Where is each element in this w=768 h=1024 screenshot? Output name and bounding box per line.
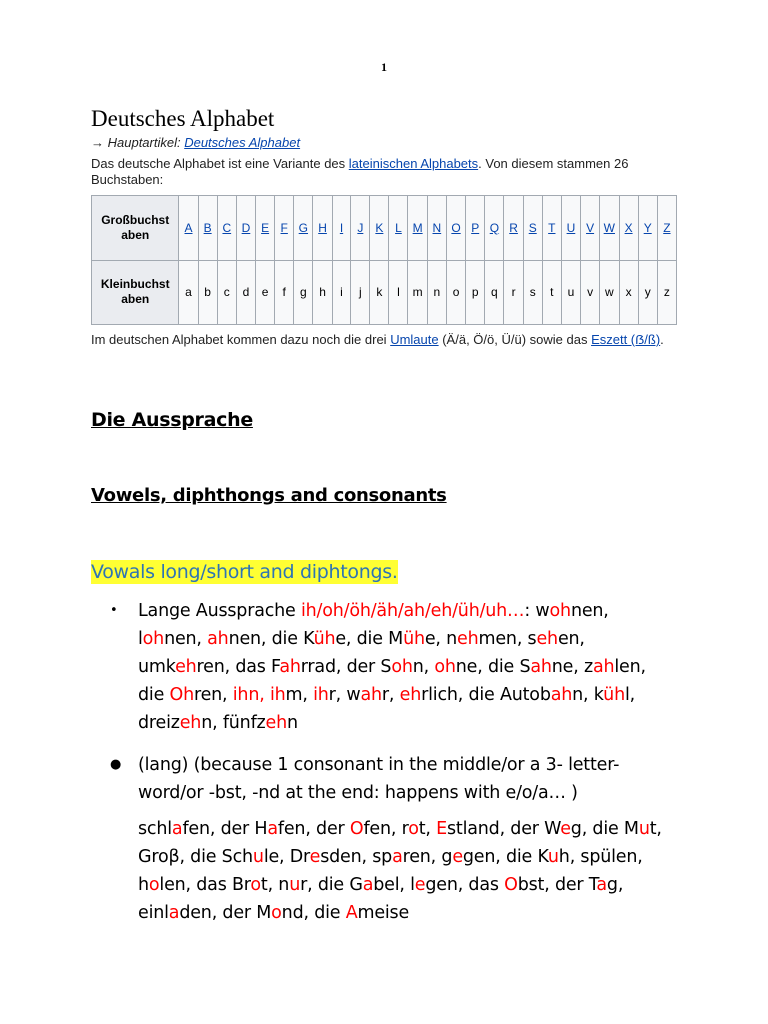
- letter-link[interactable]: F: [280, 220, 288, 235]
- eszett-link[interactable]: Eszett (ẞ/ß): [591, 332, 661, 347]
- letter-link[interactable]: H: [318, 220, 327, 235]
- hauptartikel-line: [91, 135, 300, 150]
- text-segment: e, n: [424, 629, 458, 649]
- text-segment: ne, die S: [455, 657, 531, 677]
- text-segment: Lange Aussprache: [138, 601, 301, 621]
- highlighted-letters: eh: [175, 657, 197, 677]
- text-segment: g, die M: [570, 819, 639, 839]
- lowercase-letter: x: [619, 260, 638, 325]
- lowercase-letter: i: [332, 260, 351, 325]
- uppercase-letter-link[interactable]: [332, 196, 351, 261]
- lowercase-letter: n: [427, 260, 446, 325]
- uppercase-letter-link[interactable]: [236, 196, 255, 261]
- letter-link[interactable]: Y: [643, 220, 652, 235]
- text-segment: len, die: [138, 657, 646, 705]
- text-segment: nd, die: [281, 903, 346, 923]
- highlighted-letters: u: [252, 847, 264, 867]
- highlighted-letters: u: [638, 819, 650, 839]
- text-segment: len, das Br: [159, 875, 251, 895]
- letter-link[interactable]: L: [395, 220, 402, 235]
- letter-link[interactable]: C: [222, 220, 232, 235]
- letter-link[interactable]: D: [241, 220, 251, 235]
- lowercase-letter: u: [561, 260, 580, 325]
- lowercase-letter: t: [542, 260, 561, 325]
- text-segment: stland, der W: [447, 819, 561, 839]
- uppercase-letter-link[interactable]: [446, 196, 465, 261]
- highlighted-letters: eh: [265, 713, 287, 733]
- text-segment: l, dreiz: [138, 685, 635, 733]
- highlighted-letters: a: [596, 875, 607, 895]
- letter-link[interactable]: Z: [663, 220, 671, 235]
- highlighted-letters: ah: [592, 657, 615, 677]
- highlighted-letters: oh: [434, 657, 456, 677]
- text-segment: rlich, die Autob: [421, 685, 551, 705]
- text-segment: ren, g: [402, 847, 453, 867]
- lowercase-letter: a: [179, 260, 198, 325]
- highlighted-letters: o: [271, 903, 282, 923]
- example-words-paragraph: [138, 815, 698, 927]
- text-segment: r,: [381, 685, 400, 705]
- lowercase-letter: k: [370, 260, 389, 325]
- lowercase-letter: q: [485, 260, 504, 325]
- lowercase-letter: l: [389, 260, 408, 325]
- bullet-long-rule: [110, 751, 670, 807]
- lowercase-letter: d: [236, 260, 255, 325]
- highlighted-letters: e: [414, 875, 426, 895]
- highlighted-letters: n,: [248, 685, 270, 705]
- highlighted-letters: a: [392, 847, 403, 867]
- lowercase-letter: s: [523, 260, 542, 325]
- letter-link[interactable]: T: [548, 220, 556, 235]
- text-segment: den, der M: [179, 903, 272, 923]
- text-segment: rrad, der S: [300, 657, 392, 677]
- lowercase-letter: w: [600, 260, 619, 325]
- text-segment: sden, sp: [320, 847, 393, 867]
- letter-link[interactable]: E: [261, 220, 270, 235]
- highlighted-letters: e: [560, 819, 571, 839]
- highlighted-subheading: Vowals long/short and diphtongs.: [91, 561, 398, 583]
- highlighted-letters: a: [168, 903, 180, 923]
- lowercase-letter: y: [638, 260, 657, 325]
- highlighted-letters: u: [289, 875, 301, 895]
- highlighted-letters: üh: [603, 685, 625, 705]
- highlighted-letters: üh: [403, 629, 425, 649]
- text-segment: ne, z: [551, 657, 593, 677]
- uppercase-letter-link[interactable]: [408, 196, 427, 261]
- text-segment: nen, l: [138, 601, 609, 649]
- uppercase-letter-link[interactable]: [256, 196, 275, 261]
- text-segment: nen, die K: [228, 629, 314, 649]
- bullet-dot: •: [110, 603, 118, 618]
- highlighted-letters: ih/oh/öh/äh/ah/eh/üh/uh…: [300, 601, 525, 621]
- highlighted-letters: O: [504, 875, 518, 895]
- highlighted-letters: o: [148, 875, 160, 895]
- lowercase-letter: o: [446, 260, 465, 325]
- letter-link[interactable]: N: [432, 220, 442, 235]
- text-segment: e, die M: [335, 629, 404, 649]
- lateinisches-alphabet-link[interactable]: lateinischen Alphabets: [348, 156, 479, 171]
- letter-link[interactable]: Q: [489, 220, 500, 235]
- highlighted-letters: ah: [530, 657, 552, 677]
- text-segment: t,: [418, 819, 437, 839]
- letter-link[interactable]: S: [528, 220, 537, 235]
- highlighted-letters: oh: [549, 601, 571, 621]
- note-text-middle: (Ä/ä, Ö/ö, Ü/ü) sowie das: [438, 332, 592, 347]
- text-segment: ren, das F: [196, 657, 280, 677]
- highlighted-letters: ih: [313, 685, 329, 705]
- uppercase-letter-link[interactable]: [504, 196, 523, 261]
- highlighted-letters: A: [345, 903, 358, 923]
- uppercase-letter-link[interactable]: [217, 196, 236, 261]
- letter-link[interactable]: U: [566, 220, 576, 235]
- letter-link[interactable]: W: [603, 220, 615, 235]
- lowercase-letter: e: [256, 260, 275, 325]
- text-segment: r, die G: [300, 875, 363, 895]
- highlighted-letters: oh: [391, 657, 413, 677]
- text-segment: n, fünfz: [201, 713, 266, 733]
- uppercase-letter-link[interactable]: [581, 196, 600, 261]
- lowercase-letter: r: [504, 260, 523, 325]
- uppercase-letter-link[interactable]: [561, 196, 580, 261]
- note-text-after: .: [660, 332, 664, 347]
- uppercase-letter-link[interactable]: [179, 196, 198, 261]
- intro-paragraph: [91, 156, 671, 188]
- text-segment: fen, der: [277, 819, 350, 839]
- text-segment: bst, der T: [517, 875, 597, 895]
- uppercase-row: [92, 196, 677, 261]
- heading-vowels: Vowels, diphthongs and consonants: [91, 485, 447, 506]
- letter-link[interactable]: P: [471, 220, 480, 235]
- text-segment: n,: [412, 657, 435, 677]
- heading-aussprache: Die Aussprache: [91, 409, 253, 431]
- text-segment: n, k: [572, 685, 604, 705]
- intro-text-after: . Von diesem stammen 26 Buchstaben:: [91, 156, 629, 187]
- text-segment: gen, das: [425, 875, 505, 895]
- letter-link[interactable]: R: [509, 220, 518, 235]
- letter-link[interactable]: B: [203, 220, 212, 235]
- bullet-long-pronunciation: [110, 597, 670, 737]
- hauptartikel-link[interactable]: Deutsches Alphabet: [184, 135, 301, 150]
- uppercase-letter-link[interactable]: [485, 196, 504, 261]
- highlighted-letters: a: [362, 875, 374, 895]
- umlaute-link[interactable]: Umlaute: [390, 332, 439, 347]
- page-number: 1: [381, 60, 387, 74]
- uppercase-letter-link[interactable]: [198, 196, 217, 261]
- highlighted-letters: ah: [550, 685, 573, 705]
- highlighted-letters: ah: [360, 685, 382, 705]
- note-text-before: Im deutschen Alphabet kommen dazu noch die drei: [91, 332, 391, 347]
- alphabet-table: [91, 195, 677, 325]
- text-segment: gen, die K: [462, 847, 548, 867]
- lowercase-letter: h: [313, 260, 332, 325]
- lowercase-letter: b: [198, 260, 217, 325]
- uppercase-letter-link[interactable]: [427, 196, 446, 261]
- highlighted-letters: oh: [142, 629, 165, 649]
- uppercase-letter-link[interactable]: [542, 196, 561, 261]
- text-segment: en, umk: [138, 629, 585, 677]
- uppercase-letter-link[interactable]: [275, 196, 294, 261]
- highlighted-letters: ih: [232, 685, 249, 705]
- letter-link[interactable]: K: [375, 220, 384, 235]
- text-segment: fen, der H: [182, 819, 268, 839]
- lowercase-letter: f: [275, 260, 294, 325]
- uppercase-letter-link[interactable]: [638, 196, 657, 261]
- text-segment: ren,: [193, 685, 233, 705]
- text-segment: m,: [285, 685, 314, 705]
- text-segment: h, spülen, h: [138, 847, 643, 895]
- lowercase-letter: g: [294, 260, 313, 325]
- letter-link[interactable]: V: [586, 220, 595, 235]
- uppercase-letter-link[interactable]: [600, 196, 619, 261]
- letter-link[interactable]: A: [184, 220, 193, 235]
- umlaut-note: [91, 332, 671, 348]
- text-segment: le, Dr: [263, 847, 310, 867]
- highlighted-letters: eh: [457, 629, 479, 649]
- bullet-text: (lang) (because 1 consonant in the middle/or a 3- letter-word/or -bst, -nd at the end: happens with e/o/a… ): [138, 755, 620, 803]
- text-segment: t, n: [260, 875, 290, 895]
- lowercase-letter: z: [657, 260, 676, 325]
- uppercase-letter-link[interactable]: [294, 196, 313, 261]
- highlighted-letters: O: [349, 819, 364, 839]
- text-segment: nen,: [164, 629, 208, 649]
- highlighted-letters: e: [452, 847, 463, 867]
- highlighted-letters: o: [408, 819, 419, 839]
- text-segment: schl: [138, 819, 172, 839]
- uppercase-letter-link[interactable]: [313, 196, 332, 261]
- lowercase-letter: c: [217, 260, 236, 325]
- highlighted-letters: üh: [313, 629, 336, 649]
- text-segment: t, Groβ, die Sch: [138, 819, 662, 867]
- lowercase-header: Kleinbuchst aben: [92, 260, 179, 325]
- lowercase-letter: j: [351, 260, 370, 325]
- text-segment: men, s: [478, 629, 537, 649]
- highlighted-letters: eh: [399, 685, 422, 705]
- bullet-dot: ●: [110, 757, 122, 772]
- text-segment: bel, l: [373, 875, 415, 895]
- uppercase-letter-link[interactable]: [370, 196, 389, 261]
- text-segment: fen, r: [363, 819, 409, 839]
- highlighted-letters: u: [547, 847, 559, 867]
- uppercase-letter-link[interactable]: [523, 196, 542, 261]
- text-segment: n: [286, 713, 298, 733]
- letter-link[interactable]: I: [339, 220, 344, 235]
- text-segment: meise: [357, 903, 410, 923]
- highlighted-letters: a: [171, 819, 183, 839]
- uppercase-letter-link[interactable]: [389, 196, 408, 261]
- highlighted-letters: o: [250, 875, 261, 895]
- letter-link[interactable]: X: [624, 220, 633, 235]
- highlighted-letters: Oh: [169, 685, 194, 705]
- uppercase-letter-link[interactable]: [619, 196, 638, 261]
- highlighted-letters: E: [436, 819, 447, 839]
- text-segment: g, einl: [138, 875, 624, 923]
- highlighted-letters: ah: [279, 657, 301, 677]
- letter-link[interactable]: O: [451, 220, 461, 235]
- highlighted-letters: a: [267, 819, 278, 839]
- lowercase-letter: m: [408, 260, 427, 325]
- uppercase-letter-link[interactable]: [657, 196, 676, 261]
- wiki-title: Deutsches Alphabet: [91, 106, 275, 131]
- text-segment: : w: [524, 601, 550, 621]
- letter-link[interactable]: J: [357, 220, 364, 235]
- uppercase-letter-link[interactable]: [466, 196, 485, 261]
- lowercase-letter: p: [466, 260, 485, 325]
- bullet-text: [138, 597, 670, 737]
- highlighted-letters: e: [309, 847, 321, 867]
- highlighted-letters: eh: [536, 629, 558, 649]
- letter-link[interactable]: G: [298, 220, 309, 235]
- highlighted-letters: eh: [179, 713, 202, 733]
- uppercase-letter-link[interactable]: [351, 196, 370, 261]
- highlighted-letters: ih: [269, 685, 286, 705]
- hauptartikel-prefix: → Hauptartikel:: [91, 135, 185, 150]
- uppercase-header: Großbuchst aben: [92, 196, 179, 261]
- intro-text-before: Das deutsche Alphabet ist eine Variante des: [91, 156, 349, 171]
- lowercase-letter: v: [581, 260, 600, 325]
- lowercase-row: [92, 260, 677, 325]
- letter-link[interactable]: M: [412, 220, 423, 235]
- highlighted-letters: ah: [207, 629, 229, 649]
- text-segment: r, w: [328, 685, 361, 705]
